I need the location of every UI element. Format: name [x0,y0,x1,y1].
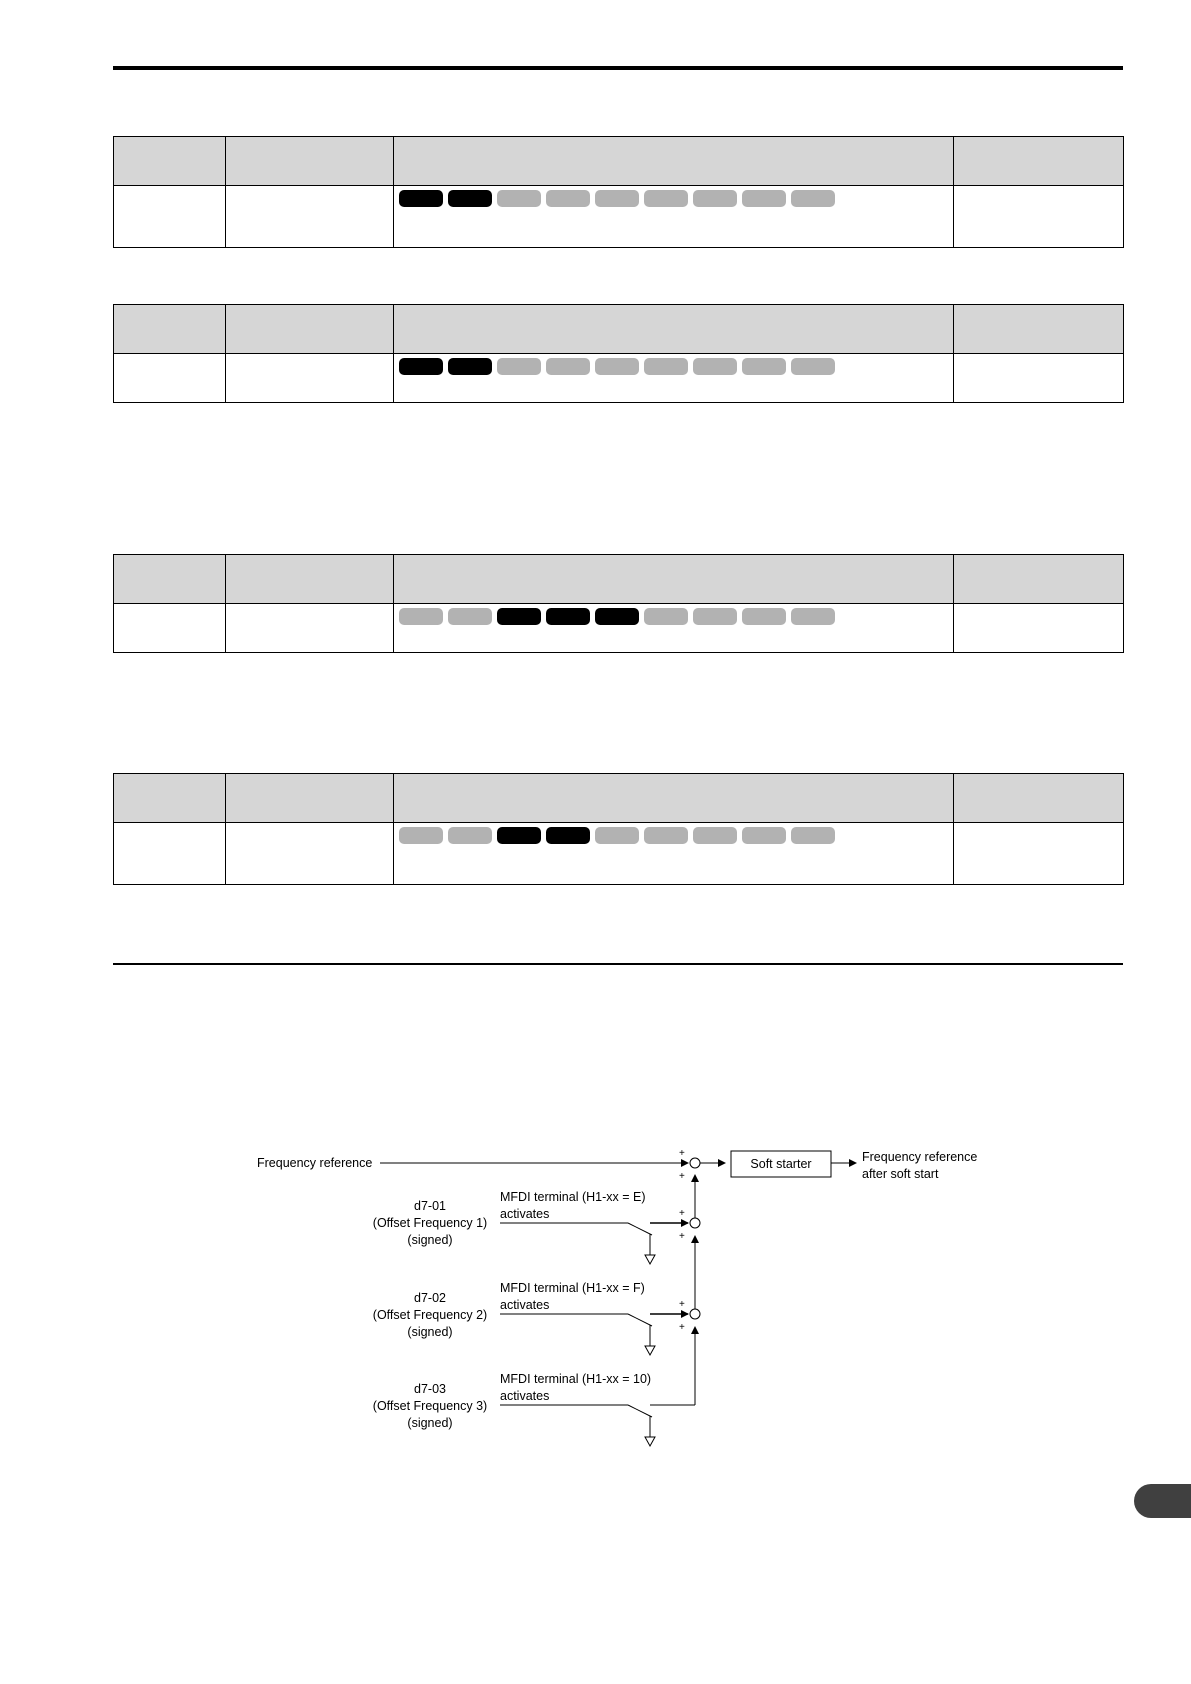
header-cell [226,774,394,823]
header-cell [394,137,954,186]
parameter-table-3 [113,554,1124,653]
control-method-cell [394,354,954,403]
control-method-indicator-9 [791,190,835,207]
summing-junction-3 [690,1309,700,1319]
output-label-line1: Frequency reference [862,1150,978,1164]
body-cell [114,354,226,403]
header-cell [394,555,954,604]
output-label-line2: after soft start [862,1167,939,1181]
control-method-indicator-5 [595,608,639,625]
body-cell [114,823,226,885]
control-method-indicator-4 [546,358,590,375]
header-cell [226,137,394,186]
control-method-indicator-8 [742,827,786,844]
control-method-indicator-2 [448,827,492,844]
offset1-activates: activates [500,1207,550,1221]
sum3-plus-bottom: + [679,1322,685,1333]
control-method-indicator-1 [399,608,443,625]
header-cell [226,305,394,354]
control-method-indicator-7 [693,608,737,625]
header-cell [114,555,226,604]
offset1-ground-icon [645,1255,655,1264]
header-cell [394,305,954,354]
offset3-code: d7-03 [414,1382,446,1396]
offset2-name: (Offset Frequency 2) [372,1308,488,1322]
control-method-indicators [394,823,953,844]
body-cell [954,354,1124,403]
offset3-signed: (signed) [407,1416,453,1430]
sum2-plus-bottom: + [679,1231,685,1242]
control-method-indicator-6 [644,608,688,625]
body-cell [226,604,394,653]
control-method-indicator-1 [399,358,443,375]
control-method-indicator-4 [546,608,590,625]
header-cell [954,555,1124,604]
body-cell [954,823,1124,885]
body-cell [226,354,394,403]
control-method-indicator-2 [448,358,492,375]
body-cell [114,604,226,653]
control-method-cell [394,604,954,653]
parameter-table-2 [113,304,1124,403]
parameter-table-1 [113,136,1124,248]
frequency-reference-label: Frequency reference [257,1156,373,1170]
control-method-indicator-6 [644,190,688,207]
offset1-name: (Offset Frequency 1) [372,1216,488,1230]
header-cell [954,305,1124,354]
header-cell [226,555,394,604]
soft-starter-label: Soft starter [750,1157,812,1171]
offset3-switch [628,1405,652,1417]
control-method-cell [394,186,954,248]
offset1-switch [628,1223,652,1235]
control-method-indicator-8 [742,608,786,625]
control-method-indicator-9 [791,608,835,625]
body-cell [226,823,394,885]
summing-junction-2 [690,1218,700,1228]
sum2-plus-top: + [679,1208,685,1219]
sum1-plus-bottom: + [679,1171,685,1182]
offset3-name: (Offset Frequency 3) [372,1399,488,1413]
header-cell [114,137,226,186]
control-method-indicator-2 [448,190,492,207]
offset1-mfdi: MFDI terminal (H1-xx = E) [500,1190,646,1204]
control-method-indicator-1 [399,827,443,844]
parameter-table-4 [113,773,1124,885]
sum3-plus-top: + [679,1299,685,1310]
control-method-indicator-9 [791,358,835,375]
offset1-signed: (signed) [407,1233,453,1247]
control-method-indicator-3 [497,358,541,375]
control-method-indicator-1 [399,190,443,207]
control-method-indicators [394,186,953,207]
summing-junction-1 [690,1158,700,1168]
control-method-indicator-5 [595,358,639,375]
control-method-indicators [394,354,953,375]
header-cell [954,137,1124,186]
body-cell [226,186,394,248]
offset3-activates: activates [500,1389,550,1403]
offset3-mfdi: MFDI terminal (H1-xx = 10) [500,1372,652,1386]
offset2-mfdi: MFDI terminal (H1-xx = F) [500,1281,645,1295]
control-method-indicator-7 [693,190,737,207]
header-cell [394,774,954,823]
offset-frequency-block-diagram [240,1140,980,1460]
control-method-indicator-4 [546,827,590,844]
control-method-indicator-2 [448,608,492,625]
offset1-code: d7-01 [414,1199,446,1213]
offset2-code: d7-02 [414,1291,446,1305]
control-method-indicators [394,604,953,625]
body-cell [954,604,1124,653]
control-method-indicator-4 [546,190,590,207]
header-rule [113,66,1123,70]
control-method-indicator-9 [791,827,835,844]
control-method-indicator-7 [693,358,737,375]
control-method-indicator-5 [595,827,639,844]
body-cell [114,186,226,248]
control-method-indicator-7 [693,827,737,844]
control-method-indicator-8 [742,358,786,375]
offset2-signed: (signed) [407,1325,453,1339]
header-cell [114,305,226,354]
control-method-indicator-6 [644,827,688,844]
chapter-tab [1134,1484,1191,1518]
offset2-activates: activates [500,1298,550,1312]
control-method-cell [394,823,954,885]
body-cell [954,186,1124,248]
control-method-indicator-3 [497,608,541,625]
section-rule [113,963,1123,965]
header-cell [114,774,226,823]
offset2-switch [628,1314,652,1326]
header-cell [954,774,1124,823]
control-method-indicator-3 [497,190,541,207]
offset2-ground-icon [645,1346,655,1355]
control-method-indicator-3 [497,827,541,844]
control-method-indicator-5 [595,190,639,207]
control-method-indicator-6 [644,358,688,375]
sum1-plus-top: + [679,1148,685,1159]
offset3-ground-icon [645,1437,655,1446]
control-method-indicator-8 [742,190,786,207]
